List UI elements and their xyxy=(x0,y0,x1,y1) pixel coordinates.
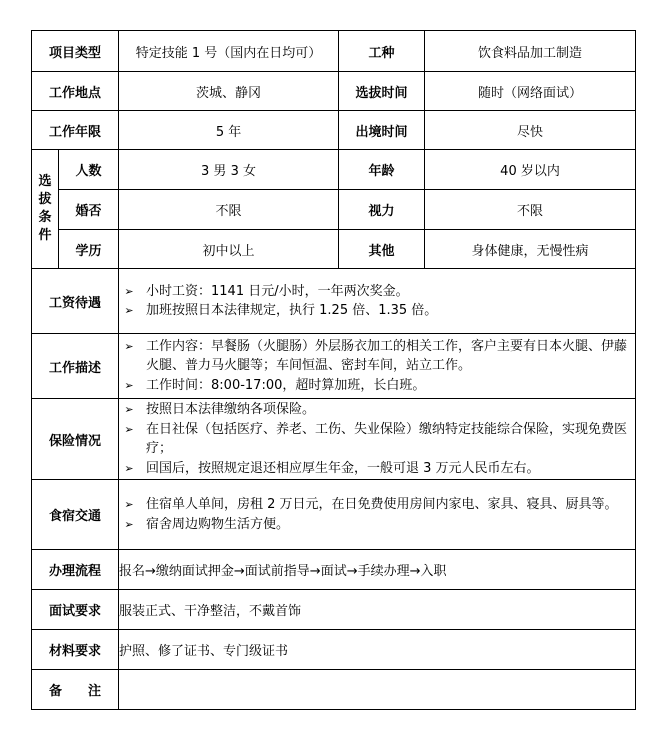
list-item-text: 工作内容：早餐肠（火腿肠）外层肠衣加工的相关工作，客户主要有日本火腿、伊藤火腿、普力马火腿等；车间恒温、密封车间，站立工作。 xyxy=(146,338,628,374)
project-type-label: 项目类型 xyxy=(32,31,119,72)
selection-label-char: 件 xyxy=(38,228,52,243)
bullet-arrow-icon: ➢ xyxy=(124,403,134,416)
other-value: 身体健康，无慢性病 xyxy=(425,230,636,269)
list-item xyxy=(119,400,631,420)
bullet-arrow-icon: ➢ xyxy=(124,284,134,298)
row-accommodation xyxy=(32,480,636,550)
row-interview xyxy=(32,590,636,630)
list-item xyxy=(119,337,631,376)
other-label: 其他 xyxy=(339,230,425,269)
list-item-text: 在日社保（包括医疗、养老、工伤、失业保险）缴纳特定技能综合保险，实现免费医疗； xyxy=(146,421,628,456)
remarks-label: 备 注 xyxy=(32,670,119,710)
row-work-years xyxy=(32,111,636,150)
selection-label-char: 选 xyxy=(38,174,52,189)
bullet-arrow-icon: ➢ xyxy=(124,378,134,392)
row-process xyxy=(32,550,636,590)
recruitment-info-table xyxy=(31,30,636,710)
departure-time-label: 出境时间 xyxy=(339,111,425,150)
list-item xyxy=(119,420,631,459)
bullet-arrow-icon: ➢ xyxy=(124,498,134,511)
eyesight-value: 不限 xyxy=(425,190,636,230)
marital-label: 婚否 xyxy=(59,190,119,230)
row-education xyxy=(32,230,636,269)
list-item-text: 小时工资：1141 日元/小时，一年两次奖金。 xyxy=(146,283,409,299)
work-years-value: 5 年 xyxy=(119,111,339,150)
bullet-arrow-icon: ➢ xyxy=(124,304,134,317)
process-value: 报名→缴纳面试押金→面试前指导→面试→手续办理→入职 xyxy=(119,550,636,590)
salary-list xyxy=(119,282,635,321)
job-type-label: 工种 xyxy=(339,31,425,72)
job-description-content xyxy=(119,334,636,399)
job-description-list xyxy=(119,337,635,396)
headcount-label: 人数 xyxy=(59,150,119,190)
list-item-text: 加班按照日本法律规定，执行 1.25 倍、1.35 倍。 xyxy=(146,303,438,318)
insurance-list xyxy=(119,400,635,478)
marital-value: 不限 xyxy=(119,190,339,230)
eyesight-label: 视力 xyxy=(339,190,425,230)
list-item xyxy=(119,459,631,479)
age-label: 年龄 xyxy=(339,150,425,190)
list-item xyxy=(119,282,631,302)
age-value: 40 岁以内 xyxy=(425,150,636,190)
headcount-value: 3 男 3 女 xyxy=(119,150,339,190)
selection-time-label: 选拔时间 xyxy=(339,72,425,111)
accommodation-label: 食宿交通 xyxy=(32,480,119,550)
accommodation-content xyxy=(119,480,636,550)
education-value: 初中以上 xyxy=(119,230,339,269)
project-type-value: 特定技能 1 号（国内在日均可） xyxy=(119,31,339,72)
materials-label: 材料要求 xyxy=(32,630,119,670)
row-remarks xyxy=(32,670,636,710)
selection-time-value: 随时（网络面试） xyxy=(425,72,636,111)
location-value: 茨城、静冈 xyxy=(119,72,339,111)
row-salary xyxy=(32,269,636,334)
location-label: 工作地点 xyxy=(32,72,119,111)
list-item-text: 按照日本法律缴纳各项保险。 xyxy=(146,402,316,417)
job-type-value: 饮食料品加工制造 xyxy=(425,31,636,72)
bullet-arrow-icon: ➢ xyxy=(124,461,134,475)
salary-label: 工资待遇 xyxy=(32,269,119,334)
row-insurance xyxy=(32,399,636,480)
interview-value: 服装正式、干净整洁，不戴首饰 xyxy=(119,590,636,630)
education-label: 学历 xyxy=(59,230,119,269)
list-item-text: 回国后，按照规定退还相应厚生年金，一般可退 3 万元人民币左右。 xyxy=(146,460,540,476)
accommodation-list xyxy=(119,495,635,534)
list-item-text: 宿舍周边购物生活方便。 xyxy=(146,516,290,532)
list-item-text: 工作时间：8:00-17:00，超时算加班，长白班。 xyxy=(146,377,426,393)
selection-label-char: 条 xyxy=(38,210,52,225)
remarks-value xyxy=(119,670,636,710)
row-marital xyxy=(32,190,636,230)
row-headcount xyxy=(32,150,636,190)
work-years-label: 工作年限 xyxy=(32,111,119,150)
selection-label-char: 拔 xyxy=(38,192,52,207)
list-item-text: 住宿单人单间，房租 2 万日元，在日免费使用房间内家电、家具、寝具、厨具等。 xyxy=(146,497,618,512)
departure-time-value: 尽快 xyxy=(425,111,636,150)
selection-conditions-label xyxy=(32,150,59,269)
row-location xyxy=(32,72,636,111)
row-materials xyxy=(32,630,636,670)
insurance-label: 保险情况 xyxy=(32,399,119,480)
materials-value: 护照、修了证书、专门级证书 xyxy=(119,630,636,670)
job-description-label: 工作描述 xyxy=(32,334,119,399)
interview-label: 面试要求 xyxy=(32,590,119,630)
row-project-type xyxy=(32,31,636,72)
row-job-description xyxy=(32,334,636,399)
insurance-content xyxy=(119,399,636,480)
bullet-arrow-icon: ➢ xyxy=(124,339,134,353)
bullet-arrow-icon: ➢ xyxy=(124,517,134,531)
list-item xyxy=(119,376,631,396)
process-label: 办理流程 xyxy=(32,550,119,590)
list-item xyxy=(119,495,631,515)
list-item xyxy=(119,301,631,321)
bullet-arrow-icon: ➢ xyxy=(124,422,134,436)
salary-content xyxy=(119,269,636,334)
list-item xyxy=(119,515,631,535)
